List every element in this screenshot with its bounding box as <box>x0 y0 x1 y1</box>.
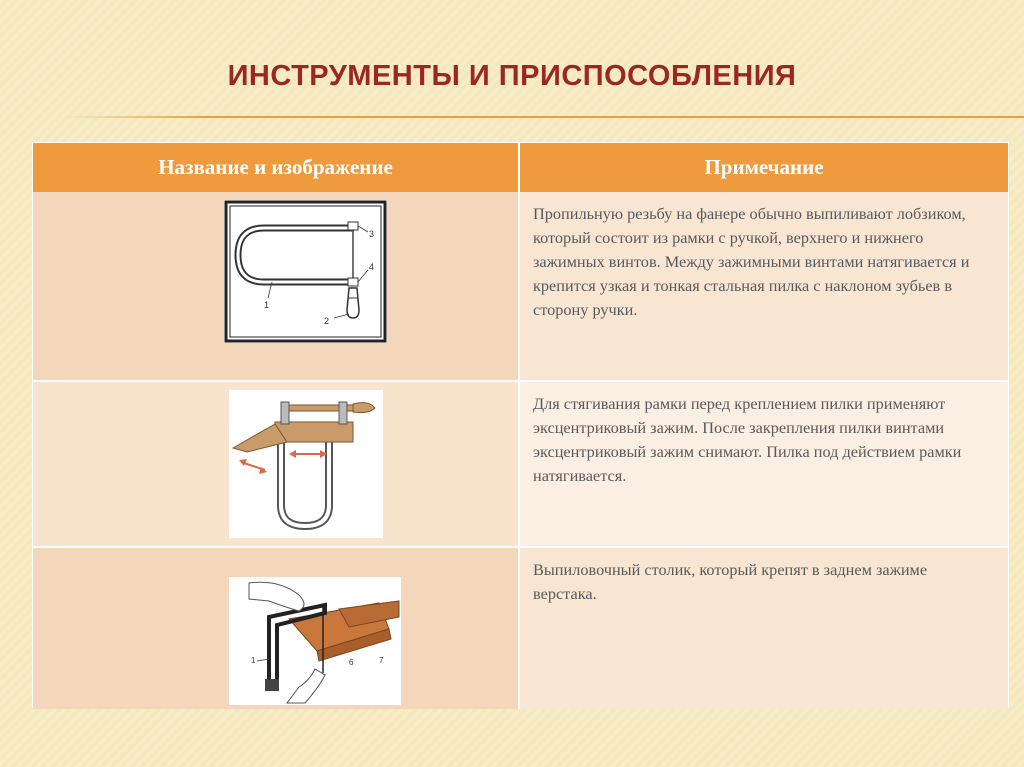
slide-title: ИНСТРУМЕНТЫ И ПРИСПОСОБЛЕНИЯ <box>227 60 797 92</box>
sawing-table-image <box>229 577 401 705</box>
header-note: Примечание <box>704 155 824 179</box>
label-4: 4 <box>369 262 375 272</box>
label-6: 6 <box>349 658 354 667</box>
note-cell <box>520 382 1008 546</box>
table-row <box>33 382 1008 548</box>
image-cell <box>33 192 520 380</box>
fret-saw-image <box>224 200 387 343</box>
title-underline <box>62 116 1024 118</box>
image-cell <box>33 548 520 709</box>
table-row <box>33 548 1008 709</box>
header-name-and-image: Название и изображение <box>33 143 520 192</box>
table-header-row <box>33 143 1008 192</box>
label-7: 7 <box>379 656 384 665</box>
image-cell <box>33 382 520 546</box>
note-cell <box>520 192 1008 380</box>
table-row <box>33 192 1008 382</box>
note-text: Выпиловочный столик, который крепят в заднем зажиме верстака. <box>533 560 928 603</box>
eccentric-clamp-icon <box>229 390 383 538</box>
note-text: Пропильную резьбу на фанере обычно выпиливают лобзиком, который состоит из рамки с ручкой, верхнего и нижнего зажимных винтов. Между зажимными винтами натягивается и крепится узкая и тонкая стальная пилка с наклоном зубьев в сторону ручки. <box>533 204 970 319</box>
eccentric-clamp-image <box>229 390 383 538</box>
sawing-table-icon <box>229 577 401 705</box>
label-2: 2 <box>324 316 330 326</box>
label-1: 1 <box>251 656 256 665</box>
label-3: 3 <box>369 229 375 239</box>
tools-table <box>32 142 1009 708</box>
label-1: 1 <box>264 300 270 310</box>
note-cell <box>520 548 1008 709</box>
fret-saw-icon <box>224 200 387 343</box>
note-text: Для стягивания рамки перед креплением пилки применяют эксцентриковый зажим. После закрепления пилки винтами эксцентриковый зажим снимают. Пилка под действием рамки натягивается. <box>533 394 962 485</box>
